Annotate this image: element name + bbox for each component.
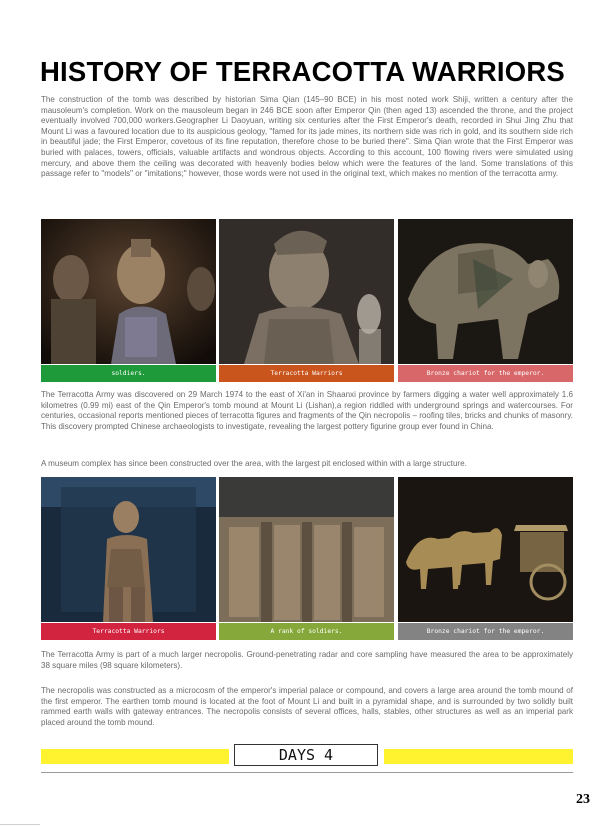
page-title: HISTORY OF TERRACOTTA WARRIORS bbox=[40, 56, 565, 87]
caption-soldiers: soldiers. bbox=[41, 365, 216, 382]
caption-terracotta-warriors: Terracotta Warriors bbox=[219, 365, 394, 382]
photo-rank-of-soldiers bbox=[219, 477, 394, 640]
paragraph-museum: A museum complex has since been constructed over the area, with the largest pit enclosed within with a large structure. bbox=[41, 459, 467, 468]
bronze-chariot-image bbox=[398, 219, 573, 364]
soldiers-image bbox=[41, 219, 216, 364]
accent-bar-left bbox=[41, 749, 229, 764]
photo-row-1 bbox=[41, 219, 573, 382]
rank-of-soldiers-image bbox=[219, 477, 394, 622]
warrior-head-image bbox=[219, 219, 394, 364]
photo-terracotta-warrior-standing bbox=[41, 477, 216, 640]
footer-rule bbox=[41, 772, 573, 773]
caption-bronze-chariot-2: Bronze chariot for the emperor. bbox=[398, 623, 573, 640]
caption-rank-of-soldiers: A rank of soldiers. bbox=[219, 623, 394, 640]
photo-bronze-chariot-2 bbox=[398, 477, 573, 640]
caption-bronze-chariot: Bronze chariot for the emperor. bbox=[398, 365, 573, 382]
days-label: DAYS 4 bbox=[234, 744, 378, 766]
accent-bar-right bbox=[384, 749, 573, 764]
photo-terracotta-warriors bbox=[219, 219, 394, 382]
paragraph-tomb-construction: The construction of the tomb was described by historian Sima Qian (145–90 BCE) in his most noted work Shiji, written a century after the mausoleum's completion. Work on the mausoleum began in 246 BCE soon after Emperor Qin (then aged 13) ascended the throne, and the project eventually involved 700,000 workers.Geographer Li Daoyuan, writing six centuries after the First Emperor's death, recorded in Shui Jing Zhu that Mount Li was a favoured location due to its auspicious geology, "famed for its jade mines, its northern side was rich in gold, and its southern side rich in beautiful jade; the First Emperor, covetous of its fine reputation, therefore chose to be buried there". Sima Qian wrote that the First Emperor was buried with palaces, towers, officials, valuable artifacts and wondrous objects. According to this account, 100 flowing rivers were simulated using mercury, and above them the ceiling was decorated with heavenly bodies below which were the features of the land. Some translations of this passage refer to "models" or "imitations;" however, those words were not used in the original text, which makes no mention of the terracotta army. bbox=[41, 95, 573, 179]
bronze-chariot-horses-image bbox=[398, 477, 573, 622]
photo-row-2 bbox=[41, 477, 573, 640]
photo-bronze-chariot bbox=[398, 219, 573, 382]
paragraph-necropolis-layout: The necropolis was constructed as a microcosm of the emperor's imperial palace or compound, and covers a large area around the tomb mound of the first emperor. The earthen tomb mound is located at the foot of Mount Li and built in a pyramidal shape, and is surrounded by two solidly built rammed earth walls with gateway entrances. The necropolis consists of several offices, halls, stables, other structures as well as an imperial park placed around the tomb mound. bbox=[41, 686, 573, 727]
footer-divider bbox=[0, 824, 40, 825]
paragraph-necropolis-size: The Terracotta Army is part of a much larger necropolis. Ground-penetrating radar and core sampling have measured the area to be approximately 38 square miles (98 square kilometers). bbox=[41, 650, 573, 670]
photo-soldiers bbox=[41, 219, 216, 382]
caption-terracotta-warriors-2: Terracotta Warriors bbox=[41, 623, 216, 640]
standing-warrior-image bbox=[41, 477, 216, 622]
page-number: 23 bbox=[576, 792, 590, 807]
paragraph-discovery: The Terracotta Army was discovered on 29 March 1974 to the east of Xi'an in Shaanxi province by farmers digging a water well approximately 1.6 kilometres (0.99 mi) east of the Qin Emperor's tomb mound at Mount Li (Lishan),a region riddled with underground springs and watercourses. For centuries, occasional reports mentioned pieces of terracotta figures and fragments of the Qin necropolis – roofing tiles, bricks and chunks of masonry. This discovery prompted Chinese archaeologists to investigate, revealing the largest pottery figurine group ever found in China. bbox=[41, 390, 573, 431]
